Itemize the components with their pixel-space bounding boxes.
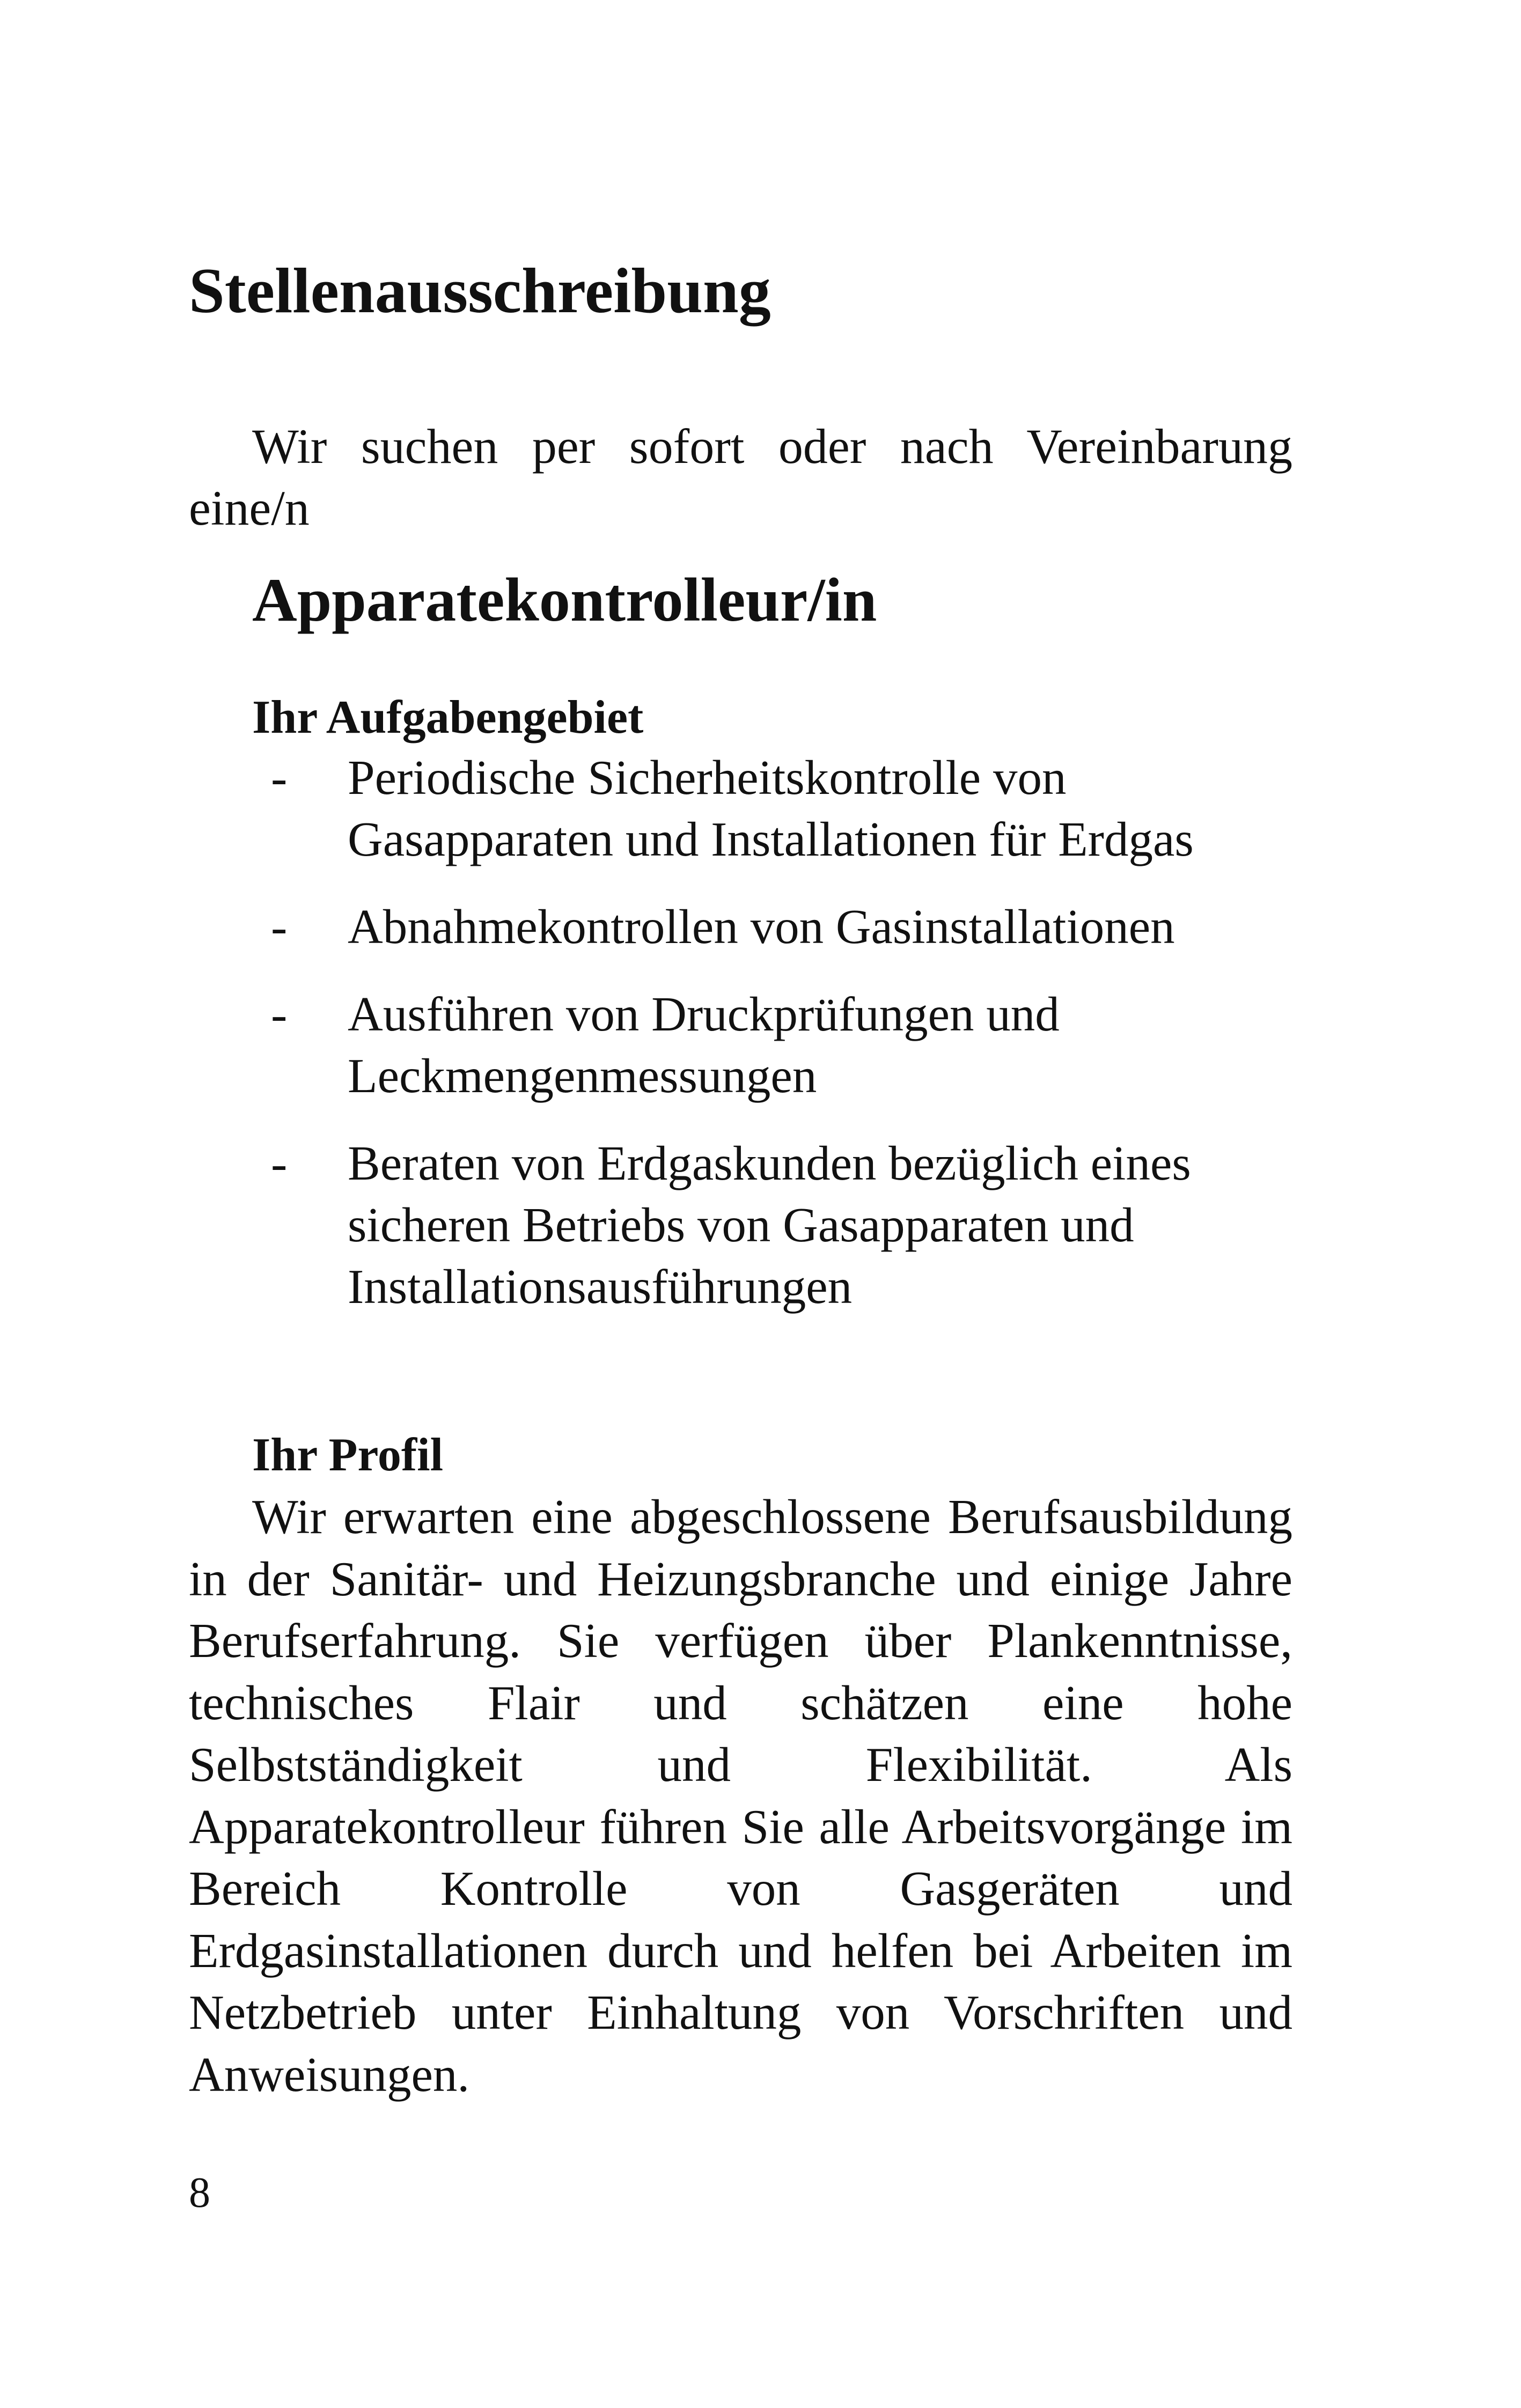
task-item xyxy=(263,896,1314,958)
profile-paragraph: Wir erwarten eine abgeschlossene Berufsausbildung in der Sanitär- und Heizungsbranche und einige Jahre Berufserfahrung. Sie verfügen über Plankenntnisse, technisches Flair und schätzen eine hohe Selbstständigkeit und Flexibilität. Als Apparatekontrolleur führen Sie alle Arbeitsvorgänge im Bereich Kontrolle von Gasgeräten und Erdgasinstallationen durch und helfen bei Arbeiten im Netzbetrieb unter Einhaltung von Vorschriften und Anweisungen. xyxy=(189,1490,1292,2102)
task-text: Abnahmekontrollen von Gasinstallationen xyxy=(348,900,1175,954)
task-list xyxy=(263,747,1314,1343)
job-title: Apparatekontrolleur/in xyxy=(252,566,877,635)
tasks-heading: Ihr Aufgabengebiet xyxy=(252,691,644,743)
bullet-dash: - xyxy=(271,900,288,954)
task-item xyxy=(263,983,1314,1107)
page-title: Stellenausschreibung xyxy=(189,255,771,326)
bullet-dash: - xyxy=(271,987,288,1041)
page-number: 8 xyxy=(189,2169,210,2216)
task-item xyxy=(263,1132,1314,1317)
bullet-dash: - xyxy=(271,750,288,805)
task-text: Beraten von Erdgaskunden bezüglich eines sicheren Betriebs von Gasapparaten und Installationsausführungen xyxy=(348,1136,1191,1314)
intro-paragraph: Wir suchen per sofort oder nach Vereinbarung eine/n xyxy=(189,419,1292,535)
task-text: Periodische Sicherheitskontrolle von Gasapparaten und Installationen für Erdgas xyxy=(348,750,1194,866)
task-text: Ausführen von Druckprüfungen und Leckmengenmessungen xyxy=(348,987,1060,1103)
task-item xyxy=(263,747,1314,870)
bullet-dash: - xyxy=(271,1136,288,1190)
profile-heading: Ihr Profil xyxy=(252,1429,444,1481)
